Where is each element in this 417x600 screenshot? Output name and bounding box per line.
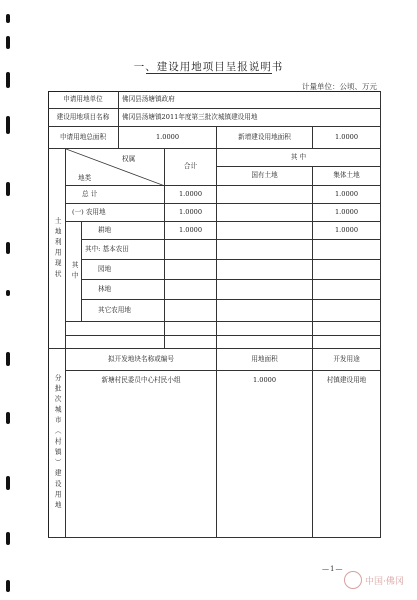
batch-entry-name: 新塘村民委员中心村民小组	[66, 371, 217, 538]
batch-entry-use: 村镇建设用地	[313, 371, 381, 538]
header-land-type: 地类	[78, 174, 92, 182]
land-row-collective	[313, 240, 381, 260]
header-among: 其 中	[217, 149, 381, 167]
binder-hole	[6, 412, 10, 424]
land-row-state	[217, 240, 313, 260]
new-area-label: 新增建设用地面积	[217, 127, 313, 149]
land-section-label: 土地利用现状	[48, 149, 66, 349]
applicant-label: 申请用地单位	[48, 91, 119, 109]
project-label: 建设用地项目名称	[48, 109, 119, 127]
land-row-label	[66, 322, 165, 336]
header-subtotal: 合计	[165, 149, 217, 186]
land-row-state	[217, 186, 313, 204]
watermark-seal-icon	[344, 571, 362, 589]
land-row-state	[217, 260, 313, 280]
land-row-collective: 1.0000	[313, 204, 381, 222]
among-label: 其中	[66, 222, 82, 322]
land-row-total	[165, 260, 217, 280]
land-row-total	[165, 300, 217, 322]
land-row-state	[217, 204, 313, 222]
document-title: 一、建设用地项目呈报说明书	[133, 61, 284, 73]
binder-hole	[6, 182, 10, 196]
binder-hole	[6, 580, 10, 592]
land-row-label: 耕地	[82, 222, 165, 240]
binder-hole	[6, 116, 10, 134]
land-row-total: 1.0000	[165, 222, 217, 240]
total-area-value: 1.0000	[119, 127, 217, 149]
binder-hole	[6, 242, 10, 254]
total-area-label: 申请用地总面积	[48, 127, 119, 149]
unit-note: 计量单位：公顷、万元	[302, 82, 377, 91]
land-row-total	[165, 240, 217, 260]
land-row-collective: 1.0000	[313, 186, 381, 204]
land-row-total	[165, 322, 217, 336]
batch-col-use: 开发用途	[313, 349, 381, 371]
land-row-collective	[313, 336, 381, 349]
header-state-land: 国有土地	[217, 167, 313, 186]
batch-col-name: 拟开发地块名称或编号	[66, 349, 217, 371]
land-row-state	[217, 222, 313, 240]
batch-entry-area: 1.0000	[217, 371, 313, 538]
binder-hole	[6, 352, 10, 366]
land-row-state	[217, 336, 313, 349]
land-row-label: 园地	[82, 260, 165, 280]
land-row-collective	[313, 280, 381, 300]
land-row-total	[165, 280, 217, 300]
title-underline	[146, 73, 272, 74]
land-row-collective	[313, 322, 381, 336]
binder-hole	[6, 532, 10, 545]
binder-hole	[6, 290, 10, 296]
land-row-total: 1.0000	[165, 204, 217, 222]
land-row-label: (一) 农用地	[66, 204, 165, 222]
land-row-label	[66, 336, 165, 349]
header-collective-land: 集体土地	[313, 167, 381, 186]
land-row-collective: 1.0000	[313, 222, 381, 240]
land-row-collective	[313, 300, 381, 322]
binder-hole	[6, 36, 10, 49]
land-row-state	[217, 280, 313, 300]
new-area-value: 1.0000	[313, 127, 381, 149]
land-row-total: 1.0000	[165, 186, 217, 204]
watermark	[344, 571, 404, 589]
land-row-label: 其中: 基本农田	[82, 240, 165, 260]
batch-section-label: 分批次城市（村镇）建设用地	[48, 349, 66, 538]
land-row-label: 林地	[82, 280, 165, 300]
land-row-state	[217, 300, 313, 322]
land-row-collective	[313, 260, 381, 280]
land-row-state	[217, 322, 313, 336]
land-row-label: 总 计	[66, 186, 165, 204]
land-row-total	[165, 336, 217, 349]
header-ownership: 权属	[122, 155, 136, 163]
binder-hole	[6, 14, 10, 23]
project-value: 佛冈县汤塘镇2011年度第三批次城镇建设用地	[119, 109, 381, 127]
land-row-label: 其它农用地	[82, 300, 165, 322]
binder-hole	[6, 476, 10, 490]
applicant-value: 佛冈县汤塘镇政府	[119, 91, 381, 109]
page-number: —1—	[322, 565, 344, 573]
binder-hole	[6, 72, 10, 88]
watermark-text: 中国·佛冈	[365, 576, 404, 587]
batch-col-area: 用地面积	[217, 349, 313, 371]
